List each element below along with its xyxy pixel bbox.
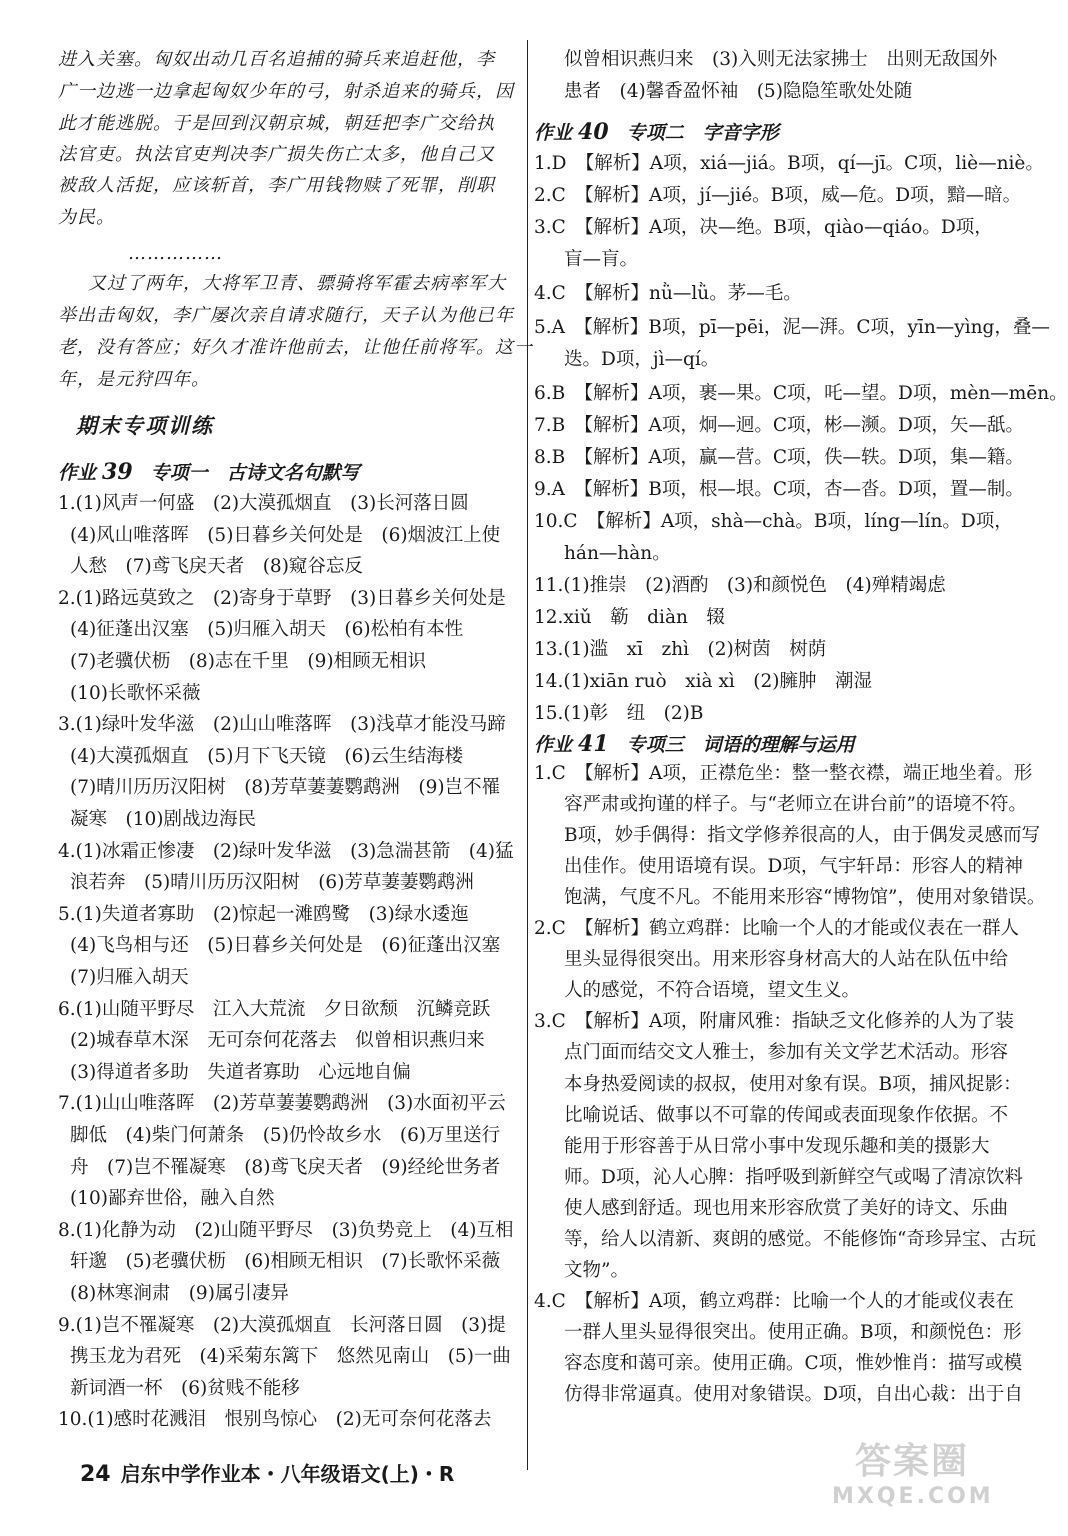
page-number: 24: [80, 1462, 111, 1487]
homework-label: 作业: [58, 462, 97, 484]
section-heading: 期末专项训练: [76, 413, 214, 438]
story-text-line: 举出击匈奴，李广屡次亲自请求随行，天子认为他已年: [58, 305, 514, 326]
answer-line: 似曾相识燕归来 (3)入则无法家拂士 出则无敌国外: [564, 49, 998, 70]
story-text-line: 被敌人活捉，应该斩首，李广用钱物赎了死罪，削职: [58, 175, 495, 196]
answer-line: 3.(1)绿叶发华滋 (2)山山唯落晖 (3)浅草才能没马蹄: [58, 714, 506, 735]
story-text-line: 此才能逃脱。于是回到汉朝京城，朝廷把李广交给执: [58, 113, 495, 134]
answer-line: 文物”。: [564, 1260, 629, 1281]
answer-line: (10)鄙弃世俗，融入自然: [70, 1188, 275, 1209]
answer-line: (7)归雁入胡天: [70, 967, 189, 988]
answer-line: 8.B 【解析】A项，赢—营。C项，佚—轶。D项，集—籍。: [534, 447, 1024, 468]
answer-line: 容态度和蔼可亲。使用正确。C项，惟妙惟肖：描写或模: [564, 1353, 1023, 1374]
answer-line: 4.(1)冰霜正惨凄 (2)绿叶发华滋 (3)急湍甚箭 (4)猛: [58, 841, 514, 862]
answer-line: 9.(1)岂不罹凝寒 (2)大漠孤烟直 长河落日圆 (3)提: [58, 1315, 506, 1336]
answer-line: 人愁 (7)鸢飞戾天者 (8)窥谷忘反: [70, 556, 363, 577]
answer-line: 3.C 【解析】A项，决—绝。B项，qiào—qiáo。D项，: [534, 217, 993, 238]
story-text-line: 法官吏。执法官吏判决李广损失伤亡太多，他自己又: [58, 144, 495, 165]
story-text-line: ……………: [128, 243, 223, 264]
homework-number: 41: [578, 731, 609, 757]
answer-line: (2)城春草木深 无可奈何花落去 似曾相识燕归来: [70, 1030, 485, 1051]
answer-line: 10.(1)感时花溅泪 恨别鸟惊心 (2)无可奈何花落去: [58, 1409, 492, 1430]
watermark-url: MXQE.COM: [832, 1484, 994, 1509]
answer-line: 脚低 (4)柴门何萧条 (5)仍怜故乡水 (6)万里送行: [70, 1125, 501, 1146]
answer-line: (8)林寒涧肃 (9)属引凄异: [70, 1283, 289, 1304]
answer-line: (4)大漠孤烟直 (5)月下飞天镜 (6)云生结海楼: [70, 746, 464, 767]
answer-line: (4)征蓬出汉塞 (5)归雁入胡天 (6)松柏有本性: [70, 619, 464, 640]
homework-topic: 专项二 字音字形: [626, 122, 779, 144]
answer-line: 6.(1)山随平野尽 江入大荒流 夕日欲颓 沉鳞竞跃: [58, 999, 491, 1020]
answer-line: 13.(1)滥 xī zhì (2)树茵 树荫: [534, 639, 827, 660]
story-text-line: 为民。: [58, 207, 115, 228]
answer-line: 1.D 【解析】A项，xiá—jiá。B项，qí—jī。C项，liè—niè。: [534, 153, 1044, 174]
answer-line: (7)老骥伏枥 (8)志在千里 (9)相顾无相识: [70, 651, 427, 672]
answer-line: 7.(1)山山唯落晖 (2)芳草萋萋鹦鹉洲 (3)水面初平云: [58, 1093, 506, 1114]
answer-line: 11.(1)推崇 (2)酒酌 (3)和颜悦色 (4)殚精竭虑: [534, 575, 946, 596]
answer-line: 1.(1)风声一何盛 (2)大漠孤烟直 (3)长河落日圆: [58, 493, 469, 514]
answer-line: hán—hàn。: [564, 543, 671, 564]
story-text-line: 年，是元狩四年。: [58, 369, 210, 390]
answer-line: 容严肃或拘谨的样子。与“老师立在讲台前”的语境不符。: [564, 794, 1027, 815]
answer-line: 1.C 【解析】A项，正襟危坐：整一整衣襟，端正地坐着。形: [534, 763, 1033, 784]
answer-line: 等，给人以清新、爽朗的感觉。不能修饰“奇珍异宝、古玩: [564, 1229, 1036, 1250]
answer-line: 5.A 【解析】B项，pī—pēi，泥—湃。C项，yīn—yìng，叠—: [534, 317, 1050, 338]
answer-line: 迭。D项，jì—qí。: [564, 349, 720, 370]
answer-line: 4.C 【解析】nǜ—lǜ。茅—毛。: [534, 283, 802, 304]
answer-line: 出佳作。使用语境有误。D项，气宇轩昂：形容人的精神: [564, 856, 1023, 877]
answer-line: 盲—肓。: [564, 249, 639, 270]
homework-40-heading: [534, 118, 779, 145]
answer-line: 师。D项，沁人心脾：指呼吸到新鲜空气或喝了清凉饮料: [564, 1167, 1023, 1188]
story-text-line: 老，没有答应；好久才准许他前去，让他任前将军。这一: [58, 337, 533, 358]
homework-label: 作业: [534, 122, 573, 144]
story-text-line: 广一边逃一边拿起匈奴少年的弓，射杀追来的骑兵，因: [58, 81, 514, 102]
answer-line: 患者 (4)馨香盈怀袖 (5)隐隐笙歌处处随: [564, 81, 913, 102]
answer-line: 本身热爱阅读的叔叔，使用对象有误。B项，捕风捉影：: [564, 1074, 1022, 1095]
story-text-line: 进入关塞。匈奴出动几百名追捕的骑兵来追赶他，李: [58, 49, 495, 70]
page-footer: [80, 1458, 454, 1487]
homework-number: 39: [102, 459, 133, 485]
answer-line: 3.C 【解析】A项，附庸风雅：指缺乏文化修养的人为了装: [534, 1011, 1014, 1032]
homework-39-heading: [58, 458, 360, 485]
answer-line: 点门面而结交文人雅士，参加有关文学艺术活动。形容: [564, 1042, 1009, 1063]
story-text-line: 又过了两年，大将军卫青、骠骑将军霍去病率军大: [88, 273, 506, 294]
watermark-text: 答案圈: [854, 1441, 969, 1482]
answer-line: 人的感觉，不符合语境，望文生义。: [564, 980, 861, 1001]
answer-line: 7.B 【解析】A项，炯—迥。C项，彬—濒。D项，矢—舐。: [534, 415, 1024, 436]
answer-line: 里头显得很突出。用来形容身材高大的人站在队伍中给: [564, 949, 1009, 970]
homework-number: 40: [578, 119, 609, 145]
answer-line: (3)得道者多助 失道者寡助 心远地自偏: [70, 1062, 411, 1083]
homework-topic: 专项三 词语的理解与运用: [626, 734, 855, 756]
answer-line: 轩邈 (5)老骥伏枥 (6)相顾无相识 (7)长歌怀采薇: [70, 1251, 501, 1272]
book-title: 启东中学作业本・八年级语文(上)・R: [120, 1462, 455, 1486]
answer-line: 6.B 【解析】A项，裹—果。C项，吒—望。D项，mèn—mēn。: [534, 383, 1068, 404]
homework-label: 作业: [534, 734, 573, 756]
answer-line: 5.(1)失道者寡助 (2)惊起一滩鸥鹭 (3)绿水逶迤: [58, 904, 469, 925]
answer-line: 凝寒 (10)剧战边海民: [70, 809, 256, 830]
homework-topic: 专项一 古诗文名句默写: [150, 462, 360, 484]
answer-line: B项，妙手偶得：指文学修养很高的人，由于偶发灵感而写: [564, 825, 1041, 846]
answer-line: 新词酒一杯 (6)贫贱不能移: [70, 1378, 300, 1399]
answer-line: 比喻说话、做事以不可靠的传闻或表面现象作依据。不: [564, 1105, 1009, 1126]
answer-line: 使人感到舒适。现也用来形容欣赏了美好的诗文、乐曲: [564, 1198, 1009, 1219]
answer-line: 15.(1)彰 纽 (2)B: [534, 703, 704, 724]
answer-line: 8.(1)化静为动 (2)山随平野尽 (3)负势竞上 (4)互相: [58, 1220, 514, 1241]
answer-line: (10)长歌怀采薇: [70, 683, 201, 704]
watermark-logo: [832, 1440, 992, 1526]
answer-line: 仿得非常逼真。使用对象错误。D项，自出心裁：出于自: [564, 1384, 1023, 1405]
answer-line: 12.xiǔ 簕 diàn 辍: [534, 607, 725, 628]
homework-41-heading: [534, 730, 855, 757]
answer-line: 4.C 【解析】A项，鹤立鸡群：比喻一个人的才能或仪表在: [534, 1291, 1014, 1312]
answer-line: 一群人里头显得很突出。使用正确。B项，和颜悦色：形: [564, 1322, 1022, 1343]
answer-line: (4)飞鸟相与还 (5)日暮乡关何处是 (6)征蓬出汉塞: [70, 935, 501, 956]
answer-line: 能用于形容善于从日常小事中发现乐趣和美的摄影大: [564, 1136, 990, 1157]
column-divider: [527, 40, 528, 1470]
answer-line: 饱满，气度不凡。不能用来形容“博物馆”，使用对象错误。: [564, 887, 1046, 908]
answer-line: 携玉龙为君死 (4)采菊东篱下 悠然见南山 (5)一曲: [70, 1346, 511, 1367]
answer-line: 浪若奔 (5)晴川历历汉阳树 (6)芳草萋萋鹦鹉洲: [70, 872, 474, 893]
answer-line: 2.C 【解析】鹤立鸡群：比喻一个人的才能或仪表在一群人: [534, 918, 1020, 939]
answer-line: 舟 (7)岂不罹凝寒 (8)鸢飞戾天者 (9)经纶世务者: [70, 1157, 501, 1178]
answer-line: 2.C 【解析】A项，jí—jié。B项，威—危。D项，黯—暗。: [534, 185, 1022, 206]
answer-line: 2.(1)路远莫致之 (2)寄身于草野 (3)日暮乡关何处是: [58, 588, 506, 609]
answer-line: 9.A 【解析】B项，根—垠。C项，杏—沓。D项，置—制。: [534, 479, 1024, 500]
answer-line: (7)晴川历历汉阳树 (8)芳草萋萋鹦鹉洲 (9)岂不罹: [70, 777, 501, 798]
answer-line: (4)风山唯落晖 (5)日暮乡关何处是 (6)烟波江上使: [70, 525, 501, 546]
answer-line: 14.(1)xiān ruò xià xì (2)臃肿 潮湿: [534, 671, 873, 692]
answer-line: 10.C 【解析】A项，shà—chà。B项，líng—lín。D项，: [534, 511, 1013, 532]
